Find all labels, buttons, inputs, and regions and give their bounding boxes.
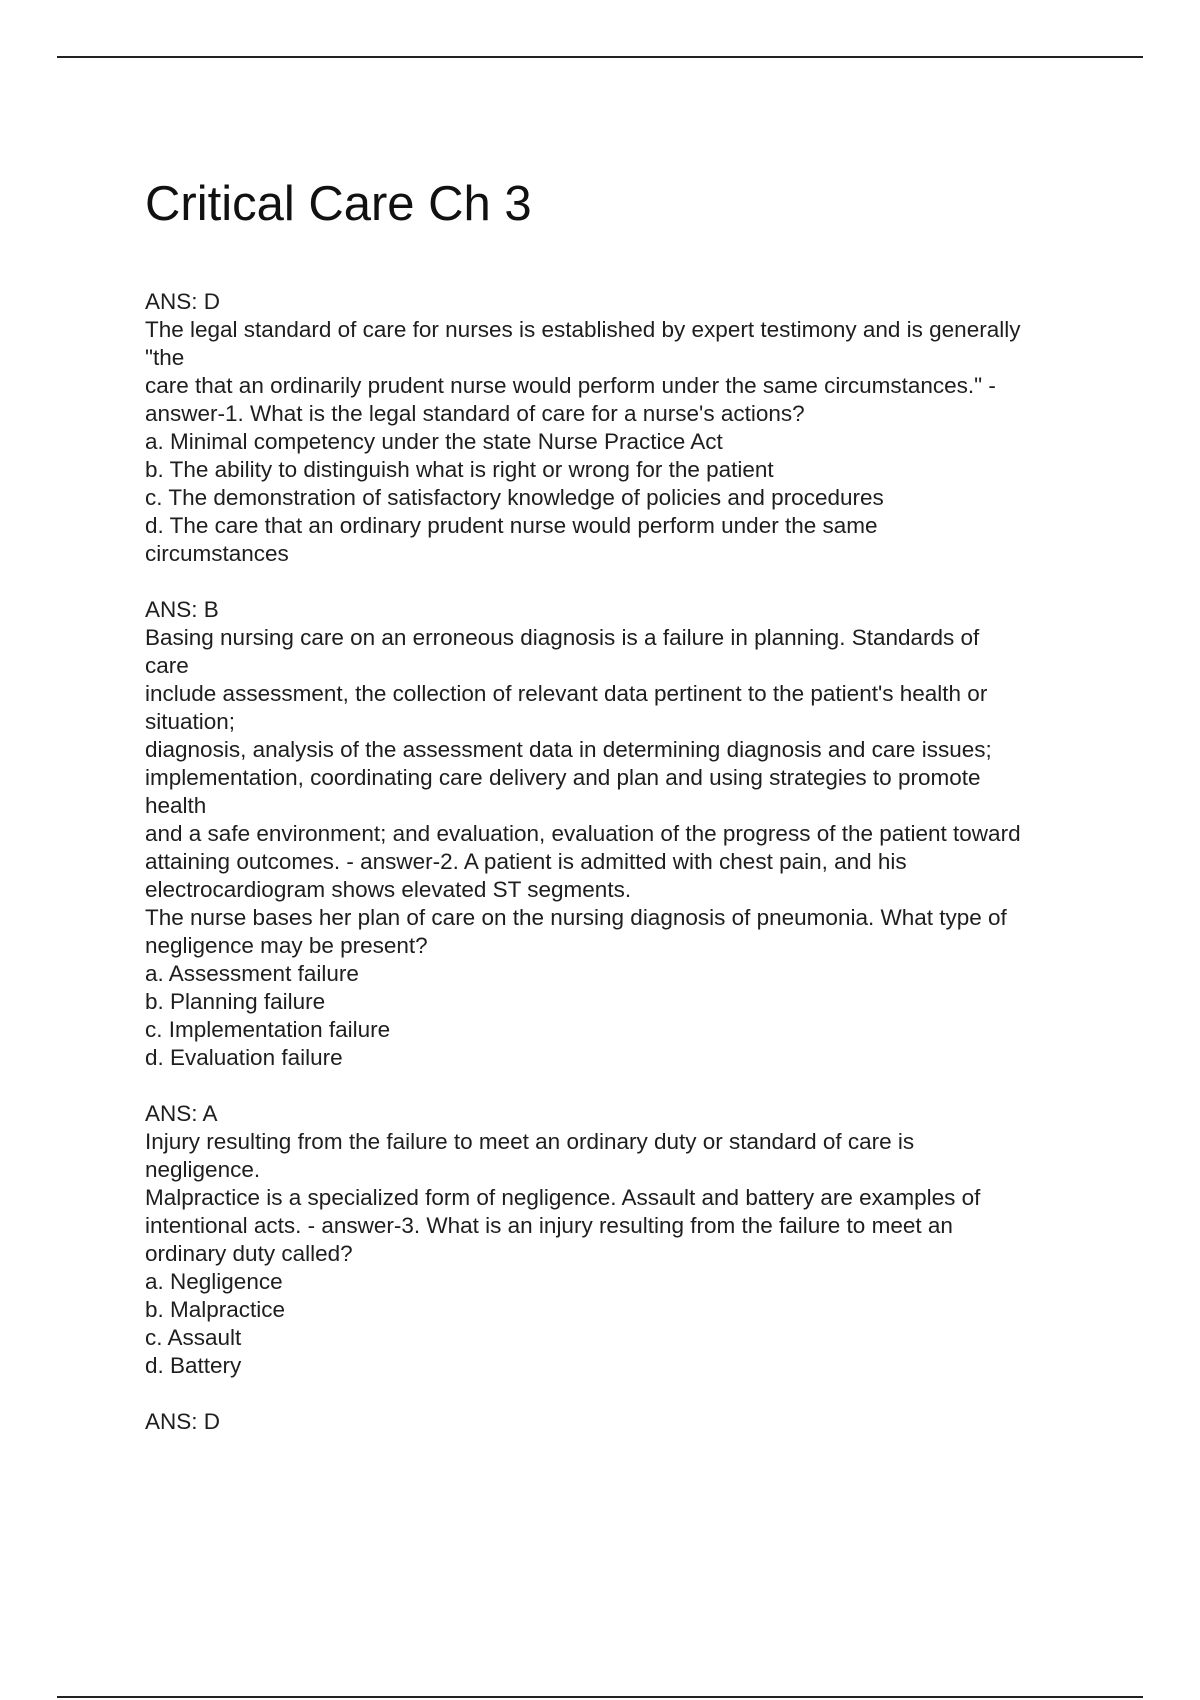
option-line: c. The demonstration of satisfactory knowledge of policies and procedures: [145, 485, 884, 510]
body-line: care: [145, 653, 189, 678]
answer-key: ANS: B: [145, 597, 219, 622]
option-line: circumstances: [145, 541, 289, 566]
option-line: b. Planning failure: [145, 989, 326, 1014]
body-line: care that an ordinarily prudent nurse would perform under the same circumstances." -: [145, 373, 996, 398]
body-line: health: [145, 793, 207, 818]
body-line: and a safe environment; and evaluation, evaluation of the progress of the patient toward: [145, 821, 1021, 846]
option-line: a. Minimal competency under the state Nurse Practice Act: [145, 429, 723, 454]
body-line: Malpractice is a specialized form of negligence. Assault and battery are examples of: [145, 1185, 981, 1210]
question-line: ordinary duty called?: [145, 1241, 353, 1266]
body-line: Basing nursing care on an erroneous diagnosis is a failure in planning. Standards of: [145, 625, 980, 650]
option-line: b. The ability to distinguish what is right or wrong for the patient: [145, 457, 774, 482]
question-line: attaining outcomes. - answer-2. A patient is admitted with chest pain, and his: [145, 849, 907, 874]
option-line: b. Malpractice: [145, 1297, 286, 1322]
option-line: d. The care that an ordinary prudent nurse would perform under the same: [145, 513, 878, 538]
top-rule: [57, 56, 1143, 58]
paragraph-gap: [145, 568, 1105, 596]
question-line: answer-1. What is the legal standard of care for a nurse's actions?: [145, 401, 805, 426]
option-line: c. Implementation failure: [145, 1017, 391, 1042]
option-line: a. Negligence: [145, 1269, 283, 1294]
body-line: diagnosis, analysis of the assessment data in determining diagnosis and care issues;: [145, 737, 992, 762]
body-line: negligence.: [145, 1157, 261, 1182]
answer-key: ANS: D: [145, 1409, 221, 1434]
paragraph-gap: [145, 1072, 1105, 1100]
body-line: situation;: [145, 709, 236, 734]
option-line: a. Assessment failure: [145, 961, 359, 986]
bottom-rule: [57, 1696, 1143, 1698]
body-line: Injury resulting from the failure to meet an ordinary duty or standard of care is: [145, 1129, 915, 1154]
option-line: d. Battery: [145, 1353, 242, 1378]
question-line: The nurse bases her plan of care on the nursing diagnosis of pneumonia. What type of: [145, 905, 1007, 930]
document-body: [145, 288, 1105, 1436]
option-line: c. Assault: [145, 1325, 242, 1350]
paragraph-gap: [145, 1380, 1105, 1408]
answer-key: ANS: D: [145, 289, 221, 314]
document-title: Critical Care Ch 3: [145, 177, 532, 231]
question-line: intentional acts. - answer-3. What is an injury resulting from the failure to meet an: [145, 1213, 953, 1238]
question-line: electrocardiogram shows elevated ST segments.: [145, 877, 632, 902]
question-line: negligence may be present?: [145, 933, 428, 958]
body-line: "the: [145, 345, 185, 370]
body-line: include assessment, the collection of relevant data pertinent to the patient's health or: [145, 681, 988, 706]
body-line: implementation, coordinating care delivery and plan and using strategies to promote: [145, 765, 981, 790]
option-line: d. Evaluation failure: [145, 1045, 343, 1070]
body-line: The legal standard of care for nurses is established by expert testimony and is generally: [145, 317, 1021, 342]
answer-key: ANS: A: [145, 1101, 218, 1126]
